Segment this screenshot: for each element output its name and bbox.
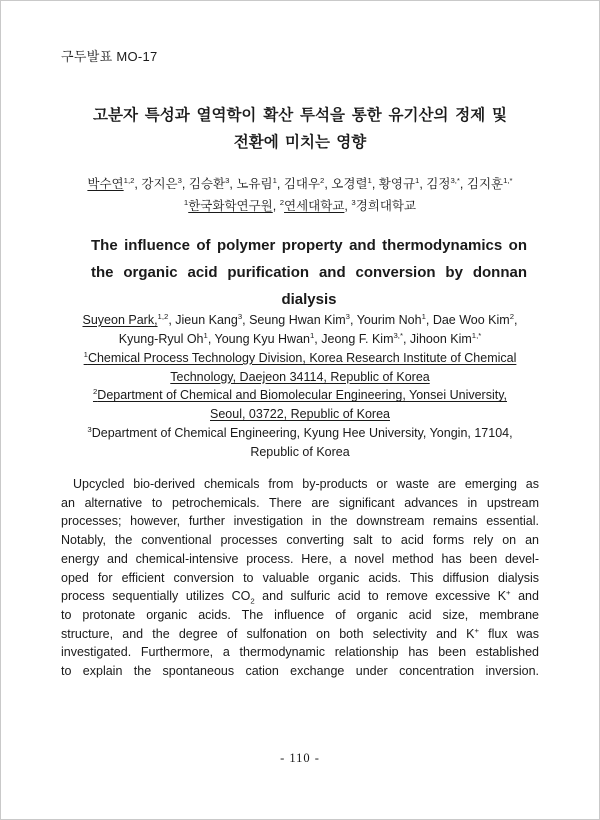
korean-title [93,103,507,156]
superscript-marker: 2 [509,311,515,321]
text-segment: flux was [478,626,539,641]
english-author-list [59,311,541,348]
text-line: 고분자 특성과 열역학이 확산 투석을 통한 유기산의 정제 및 [93,107,507,124]
text-line [59,405,541,424]
text-line [59,311,541,330]
text-segment: Kyung-Ryul Oh [118,331,204,346]
text-line: to protonate organic acids. The influence of organic acid size, membrane [61,607,539,622]
text-line [59,386,541,405]
underlined-line [84,351,517,365]
text-segment: and sulfuric acid to remove excessive K [254,589,507,604]
text-segment: , 김지훈 [459,177,504,191]
text-segment: Seoul, 03722, Republic of Korea [210,407,390,422]
presentation-code: 구두발표 MO-17 [61,49,158,64]
superscript-marker: 1 [183,197,189,207]
superscript-marker: 1,2 [123,175,135,185]
text-segment: , Jeong F. Kim [314,331,394,346]
text-segment: 한국화학연구원 [188,199,273,213]
superscript-marker: 1,* [503,175,513,185]
superscript-marker: 1,* [471,330,482,340]
text-segment: , [272,199,280,213]
superscript-marker: 3 [177,175,182,185]
superscript-marker: + [474,625,479,635]
text-segment: Department of Chemical Engineering, Kyung Hee University, Yongin, 17104, [91,425,513,440]
text-segment: , Dae Woo Kim [425,313,510,327]
text-segment: Technology, Daejeon 34114, Republic of Korea [170,369,430,384]
text-line: The influence of polymer property and thermodynamics on [91,237,527,254]
text-segment: , [344,199,352,213]
underlined-line [93,388,507,402]
text-line: Upcycled bio-derived chemicals from by-products or waste are emerging as [73,477,539,491]
text-segment: , [514,313,518,327]
superscript-marker: 1 [272,175,277,185]
text-line: dialysis [281,291,337,308]
text-segment: , 노유림 [229,177,273,191]
text-line [59,424,541,443]
text-line: processes; however, further investigation in the downstream remains essential. [61,514,539,529]
text-line: energy and chemical-intensive process. Here, a novel method has been devel- [61,551,539,566]
text-segment: Republic of Korea [250,444,350,459]
text-line: investigated. Furthermore, a thermodynamic relationship has been established [61,645,539,660]
underlined-line [210,407,390,421]
text-segment: 박수연 [87,177,124,191]
text-segment: , Yourim Noh [349,313,422,327]
text-segment: , Young Kyu Hwan [207,331,310,346]
english-affiliation-list [59,349,541,461]
text-line: Notably, the conventional processes converting salt to acid forms rely on an [61,533,539,548]
superscript-marker: 3 [87,424,92,434]
text-segment: , 김승환 [181,177,226,191]
superscript-marker: 2 [279,197,285,207]
text-line [59,368,541,387]
superscript-marker: 3 [351,197,356,207]
page-number: - 110 - [280,751,320,765]
text-segment: and [510,589,539,604]
text-line [59,349,541,368]
superscript-marker: 1 [83,349,88,359]
english-title [91,232,527,313]
text-segment: Suyeon Park, [82,313,158,327]
text-segment: , 김정 [419,177,451,191]
text-line: oped for efficient conversion to valuable organic acids. This diffusion dialysis [61,570,539,585]
superscript-marker: 1 [367,175,372,185]
text-line [59,443,541,462]
superscript-marker: 3,* [450,175,460,185]
text-segment: Department of Chemical and Biomolecular Engineering, Yonsei University, [97,388,508,403]
superscript-marker: 2 [92,387,98,397]
text-line [61,587,539,606]
text-segment: 경희대학교 [355,199,417,213]
superscript-marker: 2 [320,175,325,185]
text-segment: , Jihoon Kim [402,331,472,346]
text-segment: , Seung Hwan Kim [242,313,346,327]
superscript-marker: 3 [225,175,230,185]
text-line: to explain the spontaneous cation exchange under concentration inversion. [61,664,539,679]
korean-affiliation-list [56,196,544,214]
abstract-body [61,475,539,681]
superscript-marker: 1 [203,330,208,340]
text-segment: , 황영규 [371,177,416,191]
text-segment: structure, and the degree of sulfonation on both selectivity and K [61,626,475,641]
text-segment: , Jieun Kang [168,313,238,327]
superscript-marker: + [506,588,511,598]
underlined-line [170,370,429,384]
text-segment: , 강지은 [134,177,178,191]
superscript-marker: 3,* [393,330,403,340]
text-line: the organic acid purification and conversion by donnan [91,264,527,281]
superscript-marker: 1,2 [157,311,169,321]
text-line: 전환에 미치는 영향 [233,133,367,151]
text-segment: , 오경렬 [324,177,368,191]
superscript-marker: 1 [309,330,315,340]
text-line [61,625,539,644]
korean-author-list [56,174,544,192]
text-segment: , 김대우 [276,177,321,191]
superscript-marker: 3 [345,311,350,321]
text-segment: process sequentially utilizes CO [61,589,251,604]
text-line: an alternative to petrochemicals. There are significant advances in upstream [61,495,539,510]
text-segment: Chemical Process Technology Division, Korea Research Institute of Chemical [87,351,517,365]
superscript-marker: 1 [421,311,426,321]
subscript-marker: 2 [250,596,255,606]
text-line [59,330,541,349]
superscript-marker: 1 [415,175,420,185]
text-segment: 연세대학교 [284,199,345,213]
superscript-marker: 3 [237,311,243,321]
